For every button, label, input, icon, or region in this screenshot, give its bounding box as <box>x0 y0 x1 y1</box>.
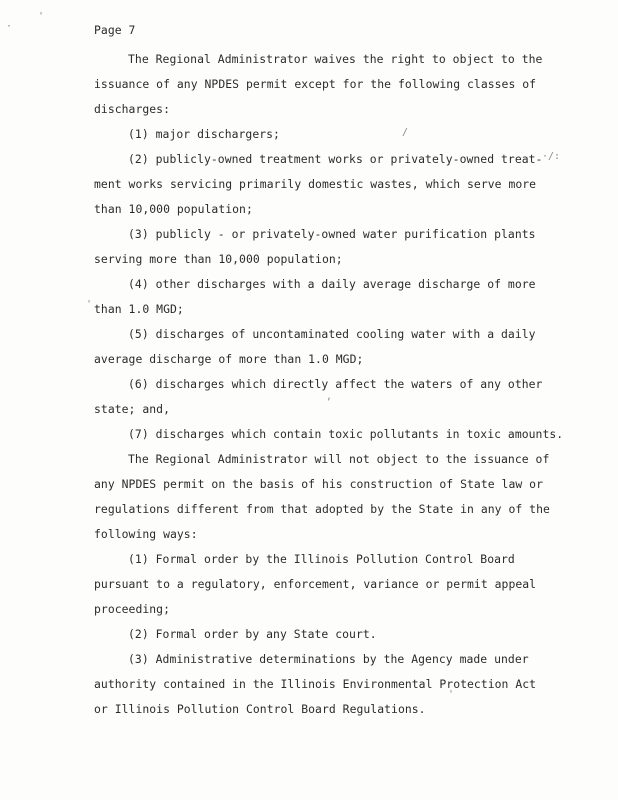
list-item: (2) publicly-owned treatment works or privately-owned treat- <box>128 152 543 166</box>
list-item: (3) Administrative determinations by the Agency made under <box>128 652 529 666</box>
text-line: state; and, <box>94 402 170 416</box>
text-line: proceeding; <box>94 602 170 616</box>
list-item: (3) publicly - or privately-owned water purification plants <box>128 227 536 241</box>
scan-speck: / <box>402 127 409 138</box>
scan-speck: · <box>6 21 13 32</box>
text-line: any NPDES permit on the basis of his construction of State law or <box>94 477 544 491</box>
list-item: (1) major dischargers; <box>128 127 280 141</box>
text-line: regulations different from that adopted by the State in any of the <box>94 502 550 516</box>
list-item: (4) other discharges with a daily average discharge of more <box>128 277 536 291</box>
list-item: (2) Formal order by any State court. <box>128 627 377 641</box>
text-line: than 10,000 population; <box>94 202 253 216</box>
scan-speck: ' <box>86 299 93 310</box>
scan-speck: , <box>326 391 333 402</box>
scan-speck: ·/: <box>542 151 561 162</box>
text-line: following ways: <box>94 527 198 541</box>
text-line: authority contained in the Illinois Environmental Protection Act <box>94 677 537 691</box>
list-item: (1) Formal order by the Illinois Pollution Control Board <box>128 552 515 566</box>
list-item: (5) discharges of uncontaminated cooling water with a daily <box>128 327 536 341</box>
text-line: The Regional Administrator waives the right to object to the <box>128 52 543 66</box>
text-line: average discharge of more than 1.0 MGD; <box>94 352 364 366</box>
list-item: (6) discharges which directly affect the waters of any other <box>128 377 543 391</box>
list-item: (7) discharges which contain toxic pollutants in toxic amounts. <box>128 427 564 441</box>
text-line: or Illinois Pollution Control Board Regulations. <box>94 702 426 716</box>
text-line: than 1.0 MGD; <box>94 302 184 316</box>
scan-speck: ' <box>448 689 455 700</box>
text-line: issuance of any NPDES permit except for the following classes of <box>94 77 537 91</box>
text-line: ment works servicing primarily domestic wastes, which serve more <box>94 177 537 191</box>
page-number: Page 7 <box>94 23 136 37</box>
text-line: serving more than 10,000 population; <box>94 252 343 266</box>
text-line: discharges: <box>94 102 170 116</box>
text-line: pursuant to a regulatory, enforcement, variance or permit appeal <box>94 577 537 591</box>
text-line: The Regional Administrator will not object to the issuance of <box>128 452 550 466</box>
scan-speck: ' <box>38 11 45 22</box>
